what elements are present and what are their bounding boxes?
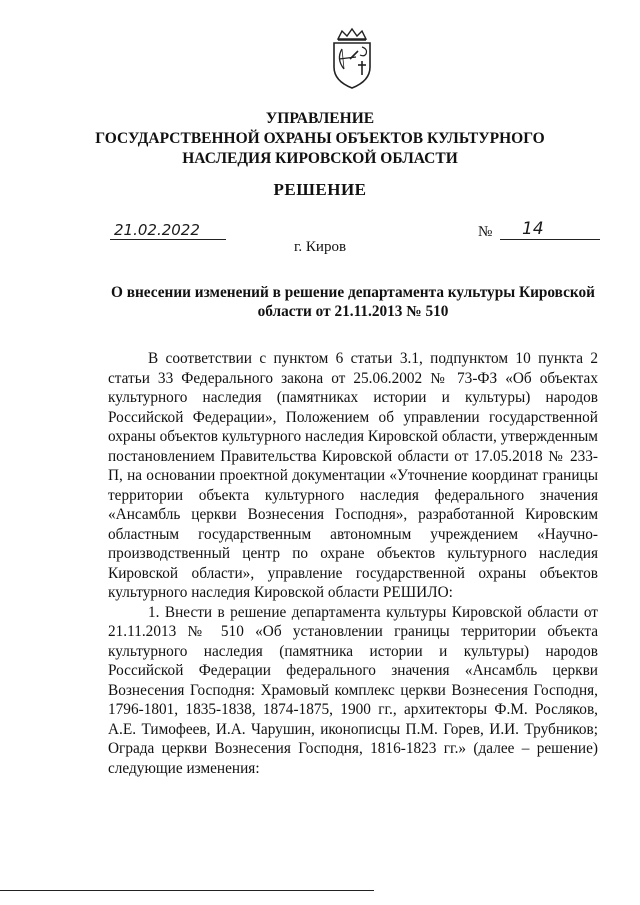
organization-line: ГОСУДАРСТВЕННОЙ ОХРАНЫ ОБЪЕКТОВ КУЛЬТУРНОГО [95,130,545,147]
organization-line: УПРАВЛЕНИЕ [265,110,375,127]
number-field [500,220,600,240]
number-label: № [478,224,493,240]
footer-divider [0,890,374,891]
organization-name [80,109,560,169]
organization-line: НАСЛЕДИЯ КИРОВСКОЙ ОБЛАСТИ [182,150,458,167]
document-subject: О внесении изменений в решение департамента культуры Кировской области от 21.11.2013 № 510 [111,284,595,320]
document-type-title: РЕШЕНИЕ [273,180,367,199]
date-field [110,221,226,240]
kirov-oblast-coat-of-arms-icon [328,27,376,91]
handwritten-date: 21.02.2022 [114,221,200,239]
city-label: г. Киров [293,239,347,255]
document-body [108,349,598,778]
handwritten-number: 14 [522,219,544,239]
body-paragraph: 1. Внести в решение департамента культуры Кировской области от 21.11.2013 № 510 «Об установлении границы территории объекта культурного наследия (памятника истории и культуры) народов Российской Федерации федерального значения «Ансамбль церкви Вознесения Господня: Храмовый комплекс церкви Вознесения Господня, 1796-1801, 1835-1838, 1874-1875, 1900 гг., архитекторы Ф.М. Росляков, А.Е. Тимофеев, И.А. Чарушин, иконописцы П.М. Горев, И.И. Трубников; Ограда церкви Вознесения Господня, 1816-1823 гг.» (далее – решение) следующие изменения: [108,603,598,777]
body-paragraph: В соответствии с пунктом 6 статьи 3.1, подпунктом 10 пункта 2 статьи 33 Федерального закона от 25.06.2002 № 73-ФЗ «Об объектах культурного наследия (памятниках истории и культуры) народов Российской Федерации», Положением об управлении государственной охраны объектов культурного наследия Кировской области, утвержденным постановлением Правительства Кировской области от 17.05.2018 № 233-П, на основании проектной документации «Уточнение координат границы территории объекта культурного наследия федерального значения «Ансамбль церкви Вознесения Господня», разработанной Кировским областным государственным автономным учреждением «Научно-производственный центр по охране объектов культурного наследия Кировской области», управление государственной охраны объектов культурного наследия Кировской области РЕШИЛО: [108,350,598,601]
